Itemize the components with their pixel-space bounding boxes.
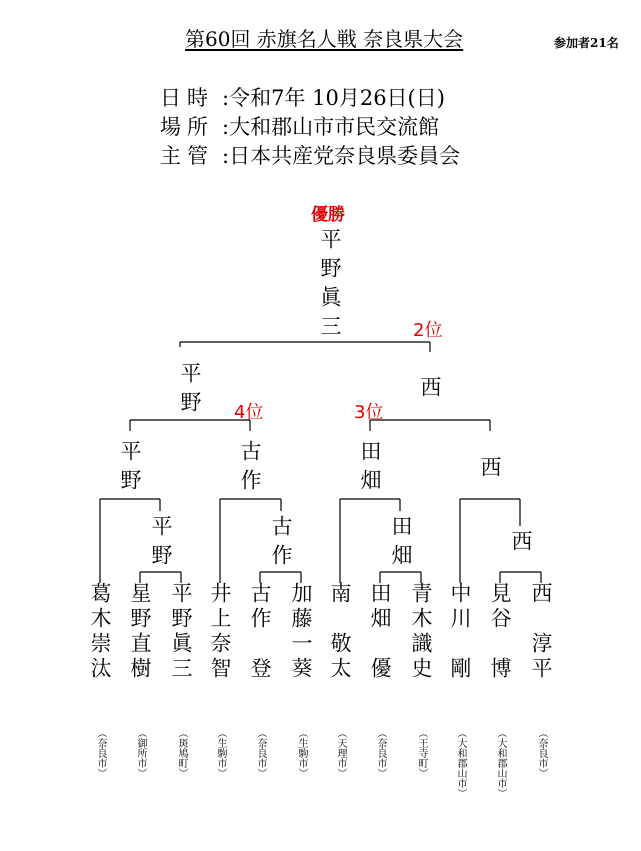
player-name: 井上奈智	[208, 582, 232, 682]
player-city: （奈良市）	[536, 728, 547, 778]
champion-name: 平野眞三	[318, 228, 342, 344]
player-name: 西 淳平	[529, 582, 553, 682]
final-right-name: 西	[418, 376, 442, 405]
rank-second: 2位	[413, 320, 443, 341]
quarterfinal-winner-4: 西	[509, 530, 533, 559]
info-label: 日時	[160, 86, 214, 110]
player-city: （斑鳩町）	[176, 728, 187, 778]
quarterfinal-winner-2: 古作	[269, 515, 293, 573]
player-name: 青木識史	[409, 582, 433, 682]
player-name: 田畑 優	[368, 582, 392, 682]
player-city: （奈良市）	[255, 728, 266, 778]
bracket-line	[370, 420, 490, 431]
player-name: 古作 登	[248, 582, 272, 682]
bracket-line	[130, 420, 250, 431]
semifinal-winner-4: 西	[478, 456, 502, 485]
player-city: （生駒市）	[215, 728, 226, 778]
player-name: 葛木崇汰	[88, 582, 112, 682]
player-name: 見谷 博	[488, 582, 512, 682]
player-city: （大和郡山市）	[495, 728, 506, 798]
player-name: 星野直樹	[128, 582, 152, 682]
player-name: 中川 剛	[448, 582, 472, 682]
info-value: 日本共産党奈良県委員会	[229, 144, 461, 168]
player-name: 加藤一葵	[289, 582, 313, 682]
info-separator: :	[222, 86, 230, 110]
player-city: （奈良市）	[375, 728, 386, 778]
winner-label: 優勝	[311, 205, 345, 225]
final-left-name: 平野	[178, 362, 202, 420]
page-title: 第60回 赤旗名人戦 奈良県大会	[185, 27, 464, 51]
player-city: （王寺町）	[416, 728, 427, 778]
info-separator: :	[222, 115, 230, 139]
quarterfinal-winner-1: 平野	[149, 515, 173, 573]
player-city: （天理市）	[335, 728, 346, 778]
player-city: （大和郡山市）	[455, 728, 466, 798]
info-label: 場所	[160, 115, 214, 139]
semifinal-winner-1: 平野	[118, 440, 142, 498]
participant-count: 参加者21名	[554, 36, 619, 50]
player-name: 南 敬太	[328, 582, 352, 682]
quarterfinal-winner-3: 田畑	[389, 515, 413, 573]
info-value: 令和7年 10月26日(日)	[229, 86, 445, 110]
player-city: （生駒市）	[296, 728, 307, 778]
info-value: 大和郡山市市民交流館	[229, 115, 440, 139]
info-separator: :	[222, 144, 230, 168]
semifinal-winner-2: 古作	[238, 440, 262, 498]
player-name: 平野眞三	[169, 582, 193, 682]
rank-fourth: 4位	[234, 402, 264, 423]
player-city: （奈良市）	[95, 728, 106, 778]
semifinal-winner-3: 田畑	[358, 440, 382, 498]
rank-third: 3位	[354, 402, 384, 423]
info-label: 主管	[160, 144, 214, 168]
player-city: （御所市）	[135, 728, 146, 778]
